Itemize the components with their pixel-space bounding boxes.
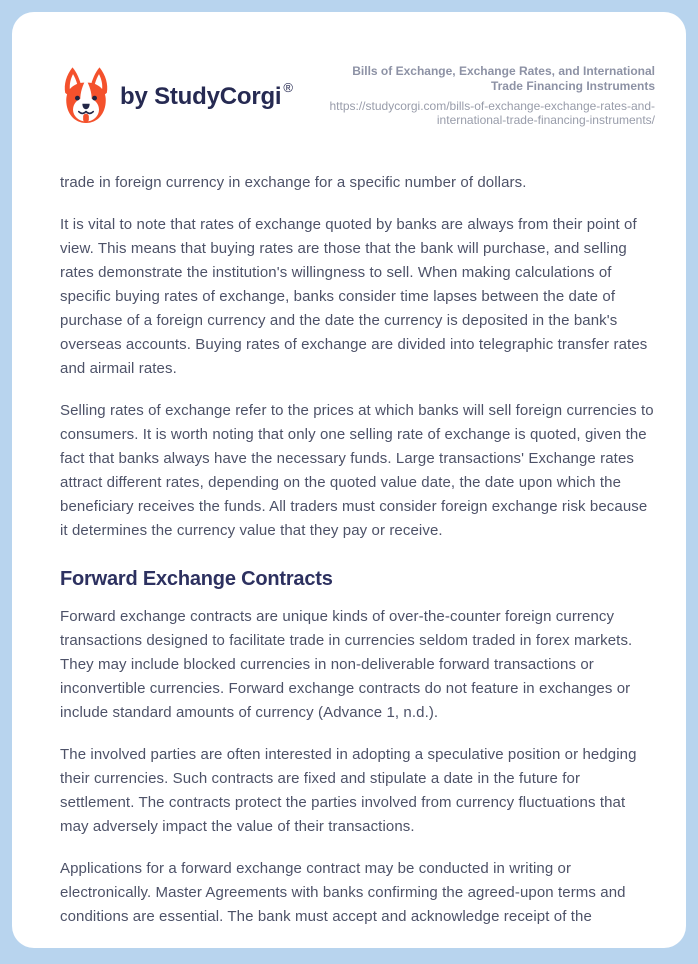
document-url-link[interactable]: https://studycorgi.com/bills-of-exchange-exchange-rates-and-international-trade-financing-instruments/ xyxy=(329,99,655,127)
section-heading: Forward Exchange Contracts xyxy=(60,568,333,590)
paragraph: trade in foreign currency in exchange for a specific number of dollars. xyxy=(60,174,527,191)
paragraph: Forward exchange contracts are unique kinds of over-the-counter foreign currency transactions designed to facilitate trade in currencies seldom traded in forex markets. They may include blocked currencies in non-deliverable forward transactions or inconvertible currencies. Forward exchange contracts do not feature in exchanges or include standard amounts of currency (Advance 1, n.d.). xyxy=(60,608,633,721)
document-card xyxy=(12,12,686,948)
paragraph: The involved parties are often interested in adopting a speculative position or hedging their currencies. Such contracts are fixed and stipulate a date in the future for settlement. The contracts protect the parties involved from currency fluctuations that may adversely impact the value of their transactions. xyxy=(60,746,637,835)
document-header xyxy=(60,64,655,127)
corgi-logo-icon xyxy=(60,66,112,126)
document-meta xyxy=(323,64,655,127)
studycorgi-brand-link[interactable] xyxy=(60,66,293,126)
paragraph: It is vital to note that rates of exchange quoted by banks are always from their point of view. This means that buying rates are those that the bank will purchase, and selling rates demonstrate the institution's willingness to sell. When making calculations of specific buying rates of exchange, banks consider time lapses between the date of purchase of a foreign currency and the date the currency is deposited in the bank's overseas accounts. Buying rates of exchange are divided into telegraphic transfer rates and airmail rates. xyxy=(60,216,648,377)
brand-name: by StudyCorgi ® xyxy=(120,80,293,110)
registered-trademark: ® xyxy=(283,80,293,95)
paragraph: Applications for a forward exchange contract may be conducted in writing or electronically. Master Agreements with banks confirming the agreed-upon terms and conditions are essential. The bank must accept and acknowledge receipt of the xyxy=(60,860,626,925)
article-body xyxy=(60,171,655,929)
paragraph: Selling rates of exchange refer to the prices at which banks will sell foreign currencies to consumers. It is worth noting that only one selling rate of exchange is quoted, given the fact that banks always have the necessary funds. Large transactions' Exchange rates attract different rates, depending on the quoted value date, the date upon which the beneficiary receives the funds. All traders must consider foreign exchange risk because it determines the currency value that they pay or receive. xyxy=(60,402,654,539)
document-title: Bills of Exchange, Exchange Rates, and International Trade Financing Instruments xyxy=(352,64,655,93)
